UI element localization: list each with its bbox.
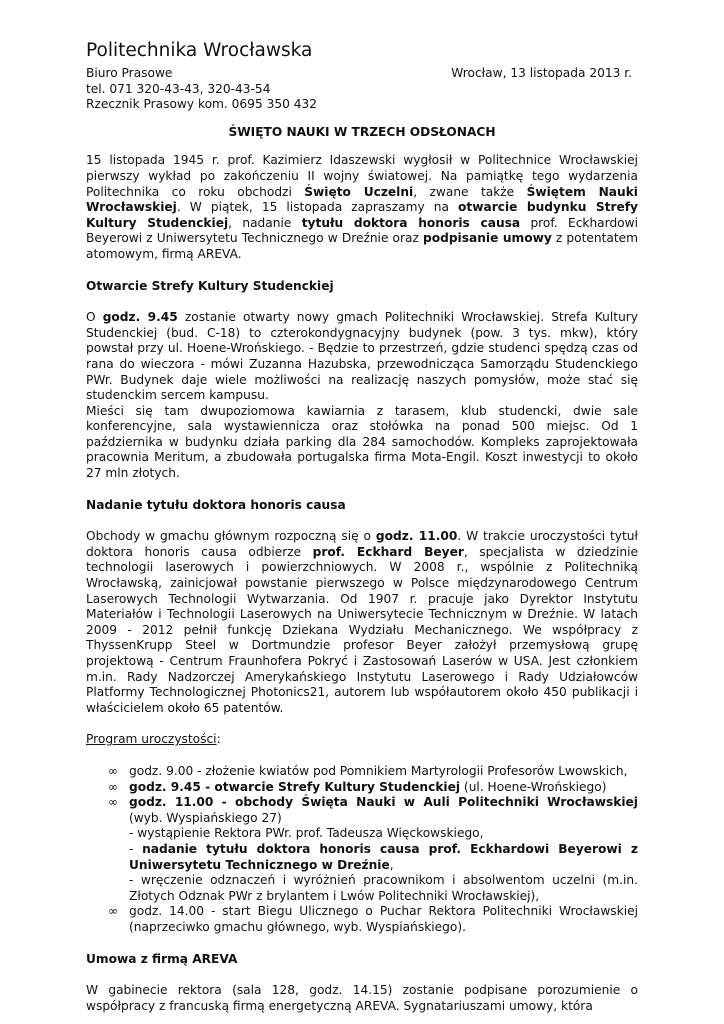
- intro-text: prof. Eckhardowi Beyerowi z Uniwersytetu Technicznego w Dreźnie oraz: [86, 215, 638, 246]
- document-page: [86, 40, 638, 1014]
- document-title: ŚWIĘTO NAUKI W TRZECH ODSŁONACH: [228, 124, 496, 139]
- intro-bold: tytułu doktora honoris causa: [301, 215, 521, 230]
- infinity-bullet-icon: ∞: [108, 795, 118, 810]
- strefa-paragraph-1: [86, 310, 638, 404]
- list-item: [86, 795, 638, 904]
- honoris-text: . W trakcie uroczystości tytuł doktora honoris causa odbierze: [86, 529, 638, 559]
- spokesman-phone: Rzecznik Prasowy kom. 0695 350 432: [86, 97, 317, 112]
- program-label: [86, 732, 638, 748]
- intro-bold: Świętem Nauki Wrocławskiej: [86, 184, 638, 215]
- strefa-bold: godz. 9.45: [102, 310, 178, 325]
- program-label-colon: :: [216, 732, 221, 747]
- intro-bold: Święto Uczelni: [304, 184, 414, 199]
- org-name: Politechnika Wrocławska: [86, 40, 313, 61]
- list-item: [86, 904, 638, 935]
- strefa-text: O: [86, 310, 103, 325]
- program-subitem-bold: nadanie tytułu doktora honoris causa prof. Eckhardowi Beyerowi z Uniwersytetu Technicznego w Dreźnie: [129, 841, 638, 872]
- program-subitem: - wystąpienie Rektora PWr. prof. Tadeusza Więckowskiego,: [129, 826, 484, 841]
- program-item-bold: godz. 11.00 - obchody Święta Nauki w Auli Politechniki Wrocławskiej: [129, 795, 638, 810]
- program-subitem-text: ,: [389, 857, 394, 872]
- program-item-bold: godz. 9.45 - otwarcie Strefy Kultury Studenckiej: [129, 779, 461, 794]
- press-office: Biuro Prasowe: [86, 66, 173, 80]
- program-item-text: godz. 9.00 - złożenie kwiatów pod Pomnikiem Martyrologii Profesorów Lwowskich,: [129, 763, 628, 778]
- phone-numbers: tel. 071 320-43-43, 320-43-54: [86, 81, 271, 96]
- program-list: [86, 764, 638, 936]
- infinity-bullet-icon: ∞: [108, 779, 118, 794]
- honoris-bold: godz. 11.00: [375, 529, 458, 544]
- program-item-text: (ul. Hoene-Wrońskiego): [460, 779, 607, 794]
- intro-paragraph: [86, 153, 638, 262]
- intro-text: 15 listopada 1945 r. prof. Kazimierz Idaszewski wygłosił w Politechnice Wrocławskiej pierwszy wykład po zakończeniu II wojny światowej. Na pamiątkę tego wydarzenia Politechnika co roku obchodzi: [86, 153, 638, 199]
- program-subitem-dash: -: [129, 841, 143, 856]
- honoris-text: , specjalista w dziedzinie technologii laserowych i powierzchniowych. W 2008 r., wspólnie z Politechniką Wrocławską, zainicjował powstanie pierwszego w Polsce międzynarodowego Centrum Laserowych Technologii Wytwarzania. Od 1907 r. pracuje jako Dyrektor Instytutu Materiałów i Technologii Laserowych na Uniwersytecie Technicznym w Dreźnie. W latach 2009 - 2012 pełnił funkcję Dziekana Wydziału Mechanicznego. We współpracy z ThyssenKrupp Steel w Dortmundzie profesor Beyer założył przemysłową grupę projektową - Centrum Fraunhofera Pokryć i Zastosowań Laserów w USA. Jest członkiem m.in. Rady Nadzorczej Amerykańskiego Instytutu Laserowego i Rady Udziałowców Platformy Technologicznej Photonics21, autorem lub współautorem około 450 publikacji i właścicielem około 65 patentów.: [86, 544, 638, 715]
- strefa-text: zostanie otwarty nowy gmach Politechniki Wrocławskiej. Strefa Kultury Studenckiej (bud. C-18) to czterokondygnacyjny budynek (pow. 3 tys. mkw), który powstał przy ul. Hoene-Wrońskiego. - Będzie to przestrzeń, gdzie studenci spędzą czas od rana do wieczora - mówi Zuzanna Hazubska, przewodnicząca Samorządu Studenckiego PWr. Budynek daje wiele możliwości na realizację naszych pomysłów, może stać się studenckim sercem kampusu.: [86, 310, 639, 403]
- program-item-text: godz. 14.00 - start Biegu Ulicznego o Puchar Rektora Politechniki Wrocławskiej (naprzeciwko gmachu głównego, wyb. Wyspiańskiego).: [129, 904, 638, 934]
- honoris-paragraph: [86, 529, 638, 716]
- intro-text: , nadanie: [228, 215, 302, 230]
- place-date: Wrocław, 13 listopada 2013 r.: [451, 66, 632, 80]
- intro-text: , zwane także: [413, 184, 527, 199]
- program-subitem: [129, 842, 638, 873]
- list-item: [86, 764, 638, 780]
- areva-paragraph: W gabinecie rektora (sala 128, godz. 14.15) zostanie podpisane porozumienie o współpracy z francuską firmą energetyczną AREVA. Sygnatariuszami umowy, która: [86, 983, 638, 1013]
- section-heading-honoris: Nadanie tytułu doktora honoris causa: [86, 497, 346, 512]
- list-item: [86, 780, 638, 796]
- intro-text: z potentatem atomowym, firmą AREVA.: [86, 231, 638, 261]
- honoris-bold: prof. Eckhard Beyer: [312, 544, 464, 559]
- intro-text: . W piątek, 15 listopada zapraszamy na: [176, 200, 459, 215]
- section-heading-strefa: Otwarcie Strefy Kultury Studenckiej: [86, 278, 334, 293]
- honoris-text: Obchody w gmachu głównym rozpoczną się o: [86, 529, 376, 544]
- program-item-text: (wyb. Wyspiańskiego 27): [129, 810, 282, 825]
- infinity-bullet-icon: ∞: [108, 904, 118, 919]
- program-label-text: Program uroczystości: [86, 732, 217, 747]
- strefa-paragraph-2: Mieści się tam dwupoziomowa kawiarnia z tarasem, klub studencki, dwie sale konferencyjne, sala wystawiennicza oraz stołówka na ponad 500 miejsc. Od 1 października w budynku działa parking dla 284 samochodów. Kompleks zaprojektowała pracownia Meritum, a zbudowała portugalska firma Mota-Engil. Koszt inwestycji to około 27 mln złotych.: [86, 403, 638, 481]
- infinity-bullet-icon: ∞: [108, 763, 118, 778]
- section-heading-areva: Umowa z firmą AREVA: [86, 951, 238, 966]
- program-subitem: - wręczenie odznaczeń i wyróżnień pracownikom i absolwentom uczelni (m.in. Złotych Odznak PWr z brylantem i Lwów Politechniki Wrocławskiej),: [129, 873, 638, 903]
- header-line-1: [86, 66, 638, 82]
- intro-bold: podpisanie umowy: [423, 231, 552, 246]
- intro-bold: otwarcie budynku Strefy Kultury Studenckiej: [86, 200, 638, 230]
